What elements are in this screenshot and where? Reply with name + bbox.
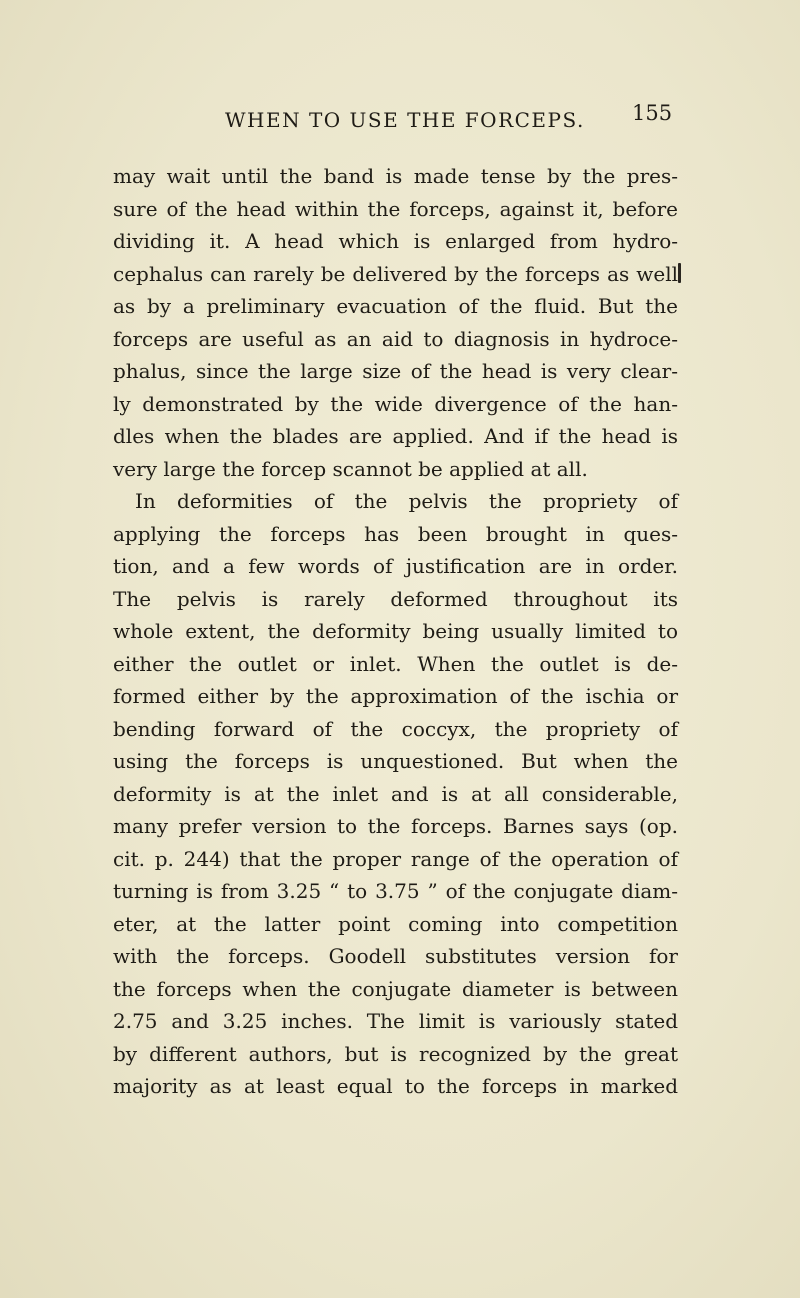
text-line: formed either by the approximation of the ischia or <box>113 684 678 708</box>
text-line: the forceps when the conjugate diameter is between <box>113 976 678 1001</box>
text-line: turning is from 3.25 “ to 3.75 ” of the conjugate diam- <box>113 879 678 903</box>
text-line: eter, at the latter point coming into competition <box>113 911 678 936</box>
text-line: may wait until the band is made tense by the pres- <box>113 164 678 188</box>
text-line: 2.75 and 3.25 inches. The limit is variously stated <box>113 1009 678 1033</box>
text-line: The pelvis is rarely deformed throughout its <box>113 586 678 611</box>
text-line: tion, and a few words of justification are in order. <box>113 554 678 578</box>
text-line: by different authors, but is recognized by the great <box>113 1041 678 1066</box>
text-line: cephalus can rarely be delivered by the forceps as well <box>113 261 678 286</box>
text-line: forceps are useful as an aid to diagnosis in hydroce- <box>113 326 678 351</box>
text-line: very large the forcep scannot be applied at all. <box>113 456 588 481</box>
text-line: using the forceps is unquestioned. But when the <box>113 749 678 773</box>
text-line: ly demonstrated by the wide divergence of the han- <box>113 391 678 416</box>
text-line: many prefer version to the forceps. Barnes says (op. <box>113 814 678 838</box>
text-line: In deformities of the pelvis the propriety of <box>135 489 678 513</box>
text-line: as by a preliminary evacuation of the fluid. But the <box>113 294 678 318</box>
text-line: whole extent, the deformity being usually limited to <box>113 619 678 643</box>
text-line: phalus, since the large size of the head is very clear- <box>113 359 678 383</box>
body-text <box>113 160 693 1103</box>
running-head: WHEN TO USE THE FORCEPS. <box>225 108 585 132</box>
page-number: 155 <box>632 101 673 125</box>
text-line: majority as at least equal to the forceps in marked <box>113 1074 678 1098</box>
text-line: sure of the head within the forceps, against it, before <box>113 196 678 221</box>
text-line: dividing it. A head which is enlarged from hydro- <box>113 229 678 253</box>
text-line: either the outlet or inlet. When the outlet is de- <box>113 651 678 676</box>
text-line: applying the forceps has been brought in ques- <box>113 521 678 546</box>
text-line: with the forceps. Goodell substitutes version for <box>113 944 678 968</box>
text-line: dles when the blades are applied. And if the head is <box>113 424 678 448</box>
text-line: cit. p. 244) that the proper range of the operation of <box>113 846 678 871</box>
text-line: bending forward of the coccyx, the propriety of <box>113 716 678 741</box>
text-line: deformity is at the inlet and is at all considerable, <box>113 781 678 806</box>
